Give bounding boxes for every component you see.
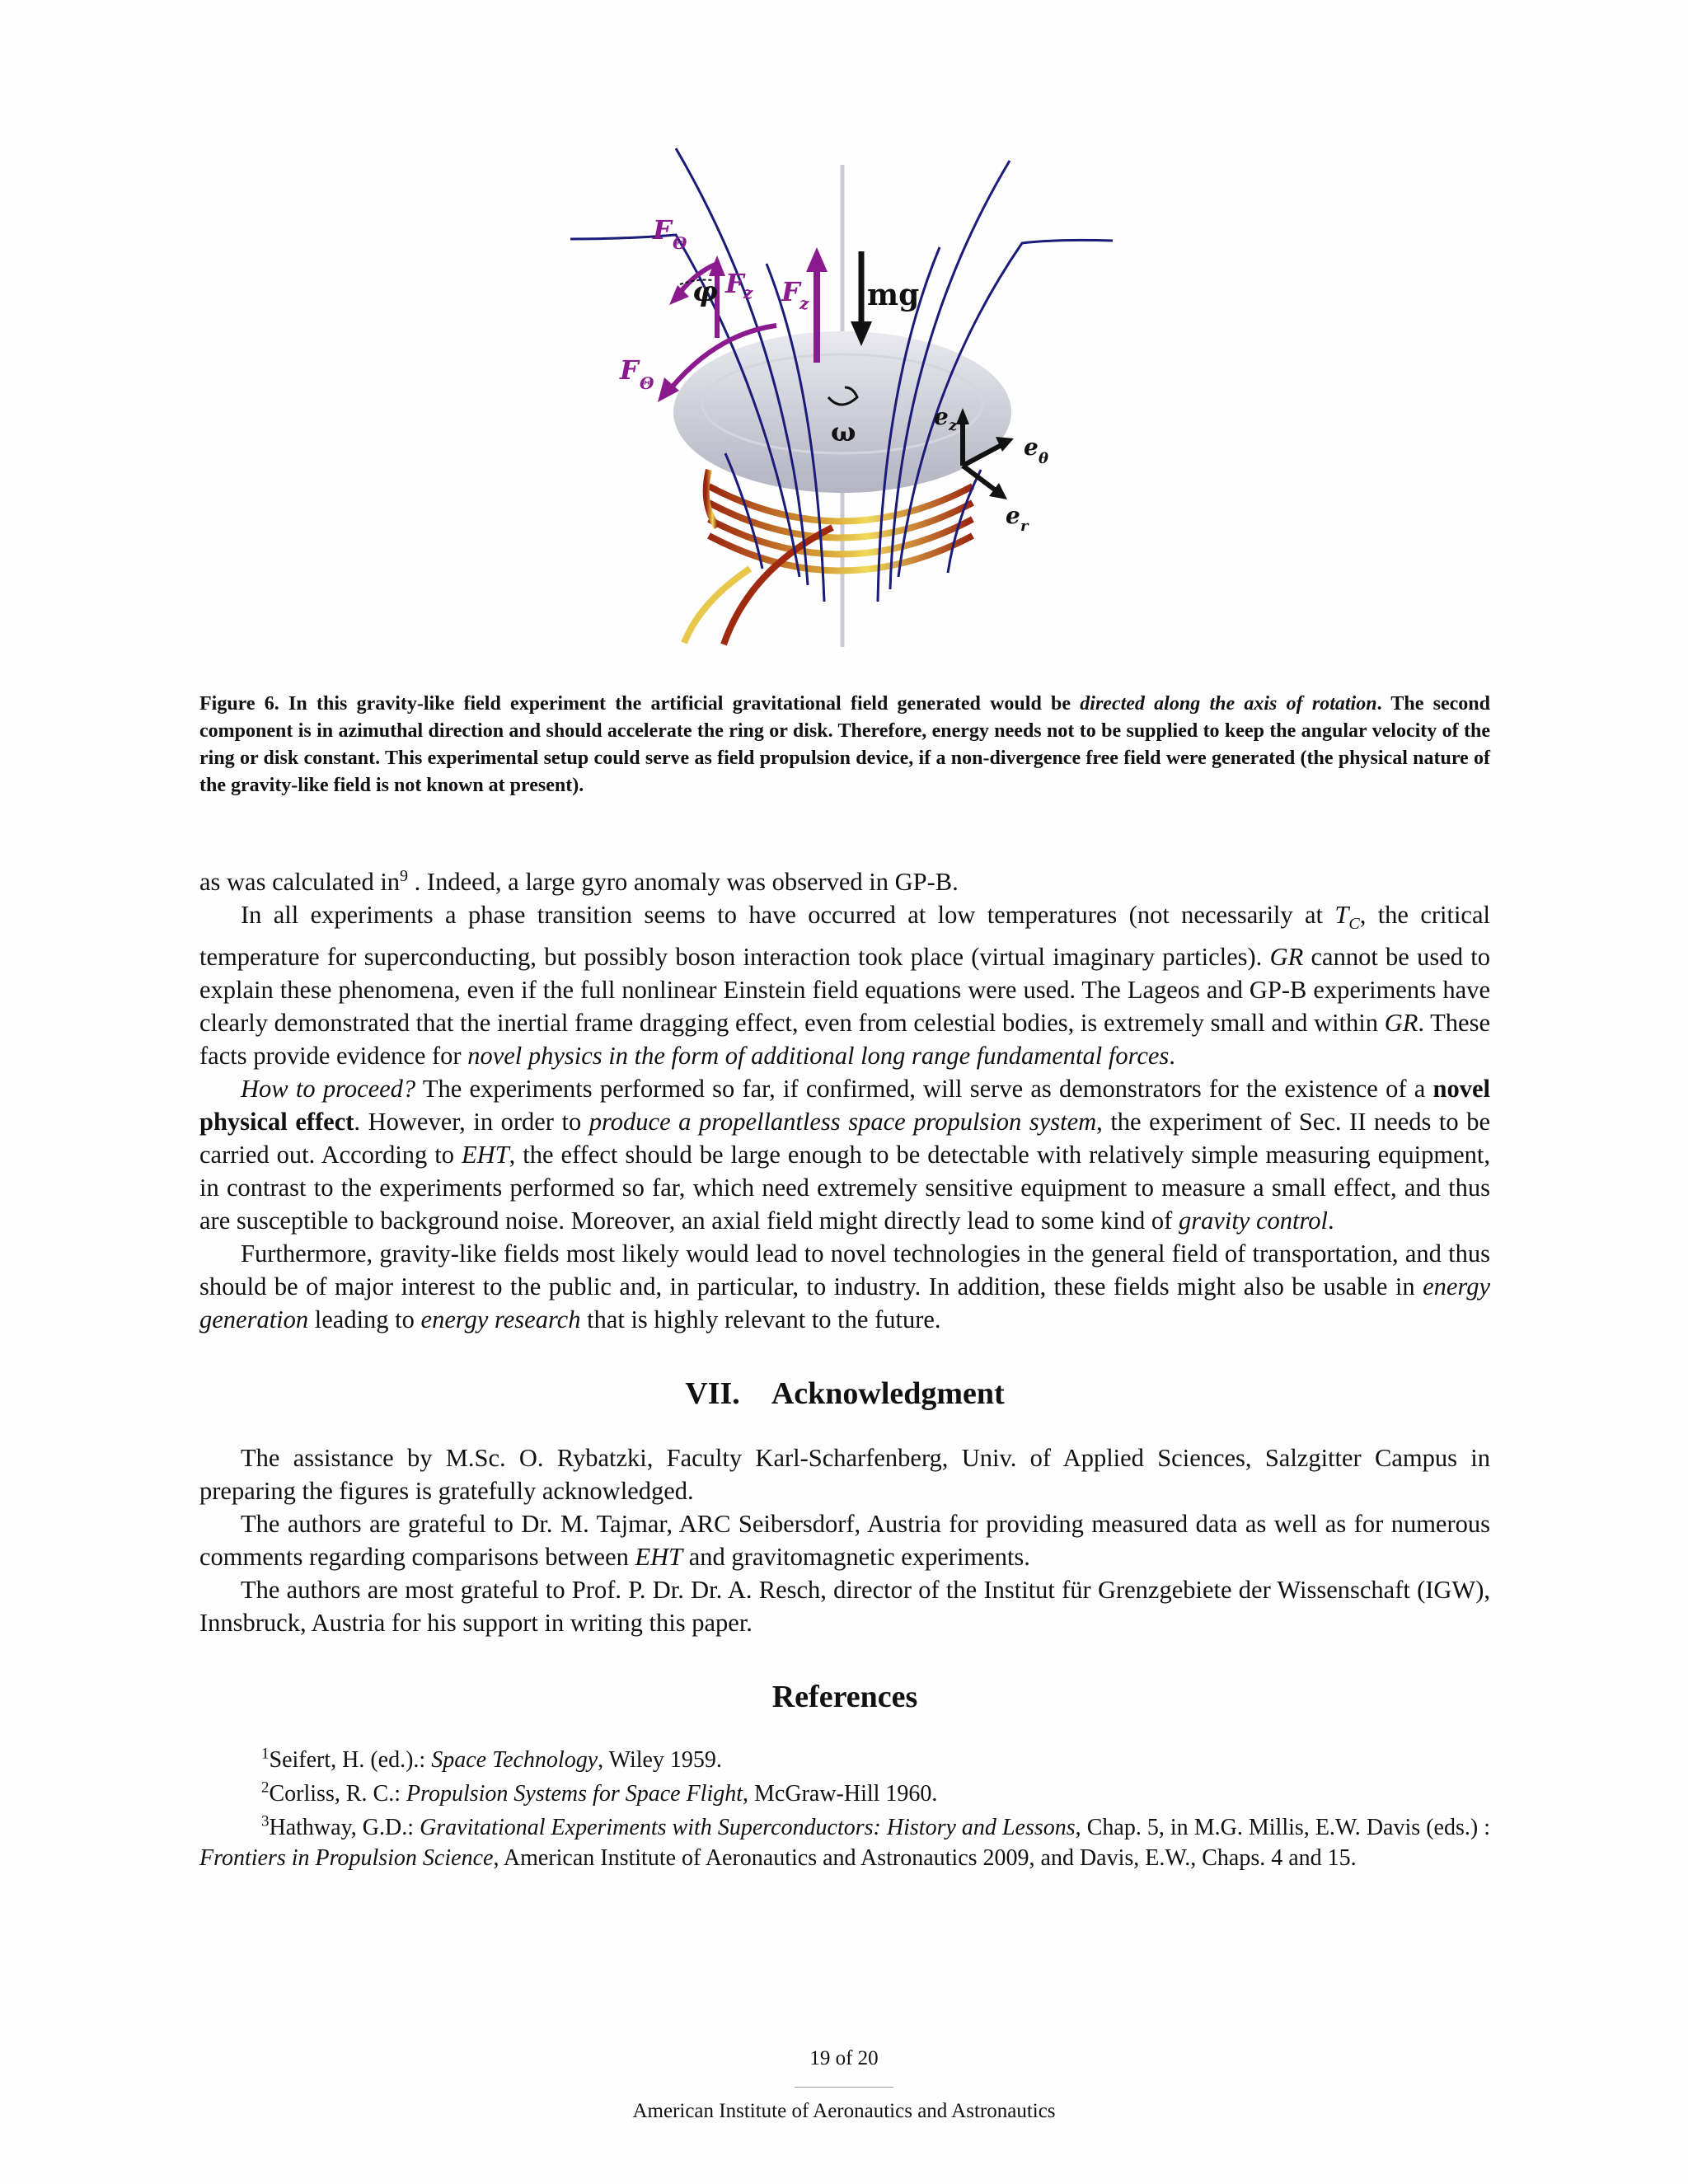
e-z-label: e [934, 403, 949, 430]
gravity-experiment-diagram [560, 140, 1137, 668]
fz-disk-label: F [781, 276, 800, 307]
fz-ring-label: F [725, 268, 744, 299]
paragraph: The authors are grateful to Dr. M. Tajmar, ARC Seibersdorf, Austria for providing measured data as well as for numerous comments regarding comparisons between EHT and gravitomagnetic experiments. [199, 1510, 1490, 1572]
reference-item: $^1$Seifert, H. (ed.).: Space Technology, Wiley 1959. [261, 1745, 722, 1774]
paragraph: How to proceed? The experiments performed so far, if confirmed, will serve as demonstrators for the existence of a novel physical effect. However, in order to produce a propellantless space propulsion system, the experiment of Sec. II needs to be carried out. According to EHT, the effect should be large enough to be detectable with relatively simple measuring equipment, in contrast to the experiments performed so far, which need extremely sensitive equipment to measure a small effect, and thus are susceptible to background noise. Moreover, an axial field might directly lead to some kind of gravity control. [199, 1075, 1490, 1235]
figure-caption: Figure 6. In this gravity-like field experiment the artificial gravitational field generated would be directed along the axis of rotation. The second component is in azimuthal direction and should accelerate the ring or disk. Therefore, energy needs not to be supplied to keep the angular velocity of the ring or disk constant. This experimental setup could serve as field propulsion device, if a non-divergence free field were generated (the physical nature of the gravity-like field is not known at present). [199, 693, 1490, 796]
section-heading-references: References [771, 1680, 918, 1715]
footer-divider [795, 2087, 893, 2088]
e-theta-label: e [1024, 434, 1039, 461]
theta-sub-left: Θ [640, 373, 654, 393]
e-r-sub: r [1020, 518, 1029, 535]
paragraph: The authors are most grateful to Prof. P. Dr. Dr. A. Resch, director of the Institut für Grenzgebiete der Wissenschaft (IGW), Innsbruck, Austria for his support in writing this paper. [199, 1576, 1490, 1638]
e-theta-sub: θ [1039, 450, 1049, 467]
phi-label: φ [692, 275, 718, 308]
footer-organization: American Institute of Aeronautics and Astronautics [632, 2100, 1056, 2122]
f-theta-left-label: F [620, 354, 639, 386]
z-sub-disk: z [799, 293, 809, 313]
e-r-label: e [1006, 502, 1020, 529]
paragraph: Furthermore, gravity-like fields most likely would lead to novel technologies in the general field of transportation, and thus should be of major interest to the public and, in particular, to industry. In addition, these fields might also be usable in energy generation leading to energy research that is highly relevant to the future. [199, 1240, 1490, 1334]
main-text [199, 865, 1490, 1877]
paragraph: The assistance by M.Sc. O. Rybatzki, Faculty Karl-Scharfenberg, Univ. of Applied Sciences, Salzgitter Campus in preparing the figures is gratefully acknowledged. [199, 1444, 1490, 1506]
mg-label: mg [867, 278, 920, 312]
z-sub-ring: z [743, 283, 753, 302]
e-z-sub: z [949, 417, 958, 434]
reference-item: $^3$Hathway, G.D.: Gravitational Experiments with Superconductors: History and Lessons, Chap. 5, in M.G. Millis, E.W. Davis (eds.) : Frontiers in Propulsion Science, American Institute of Aeronautics and Astronautics 2009, and Davis, E.W., Chaps. 4 and 15. [199, 1812, 1490, 1872]
paragraph: In all experiments a phase transition seems to have occurred at low temperatures (not necessarily at $T_C$, the critical temperature for superconducting, but possibly boson interaction took place (virtual imaginary particles). GR cannot be used to explain these phenomena, even if the full nonlinear Einstein field equations were used. The Lageos and GP-B experiments have clearly demonstrated that the inertial frame dragging effect, even from celestial bodies, is extremely small and within GR. These facts provide evidence for novel physics in the form of additional long range fundamental forces. [199, 901, 1490, 1071]
f-theta-top-label: F [653, 214, 672, 246]
omega-label: ω [831, 416, 856, 448]
coil-windings [684, 470, 973, 644]
theta-sub-top: Θ [673, 233, 687, 253]
page-number: 19 of 20 [809, 2047, 879, 2069]
figure-6 [560, 140, 1137, 668]
paragraph: as was calculated $in^9$ . Indeed, a large gyro anomaly was observed in GP-B. [199, 866, 959, 896]
reference-item: $^2$Corliss, R. C.: Propulsion Systems for Space Flight, McGraw-Hill 1960. [261, 1779, 938, 1807]
section-heading-acknowledgment: VII. Acknowledgment [685, 1376, 1005, 1412]
reference-list [199, 1745, 1490, 1873]
